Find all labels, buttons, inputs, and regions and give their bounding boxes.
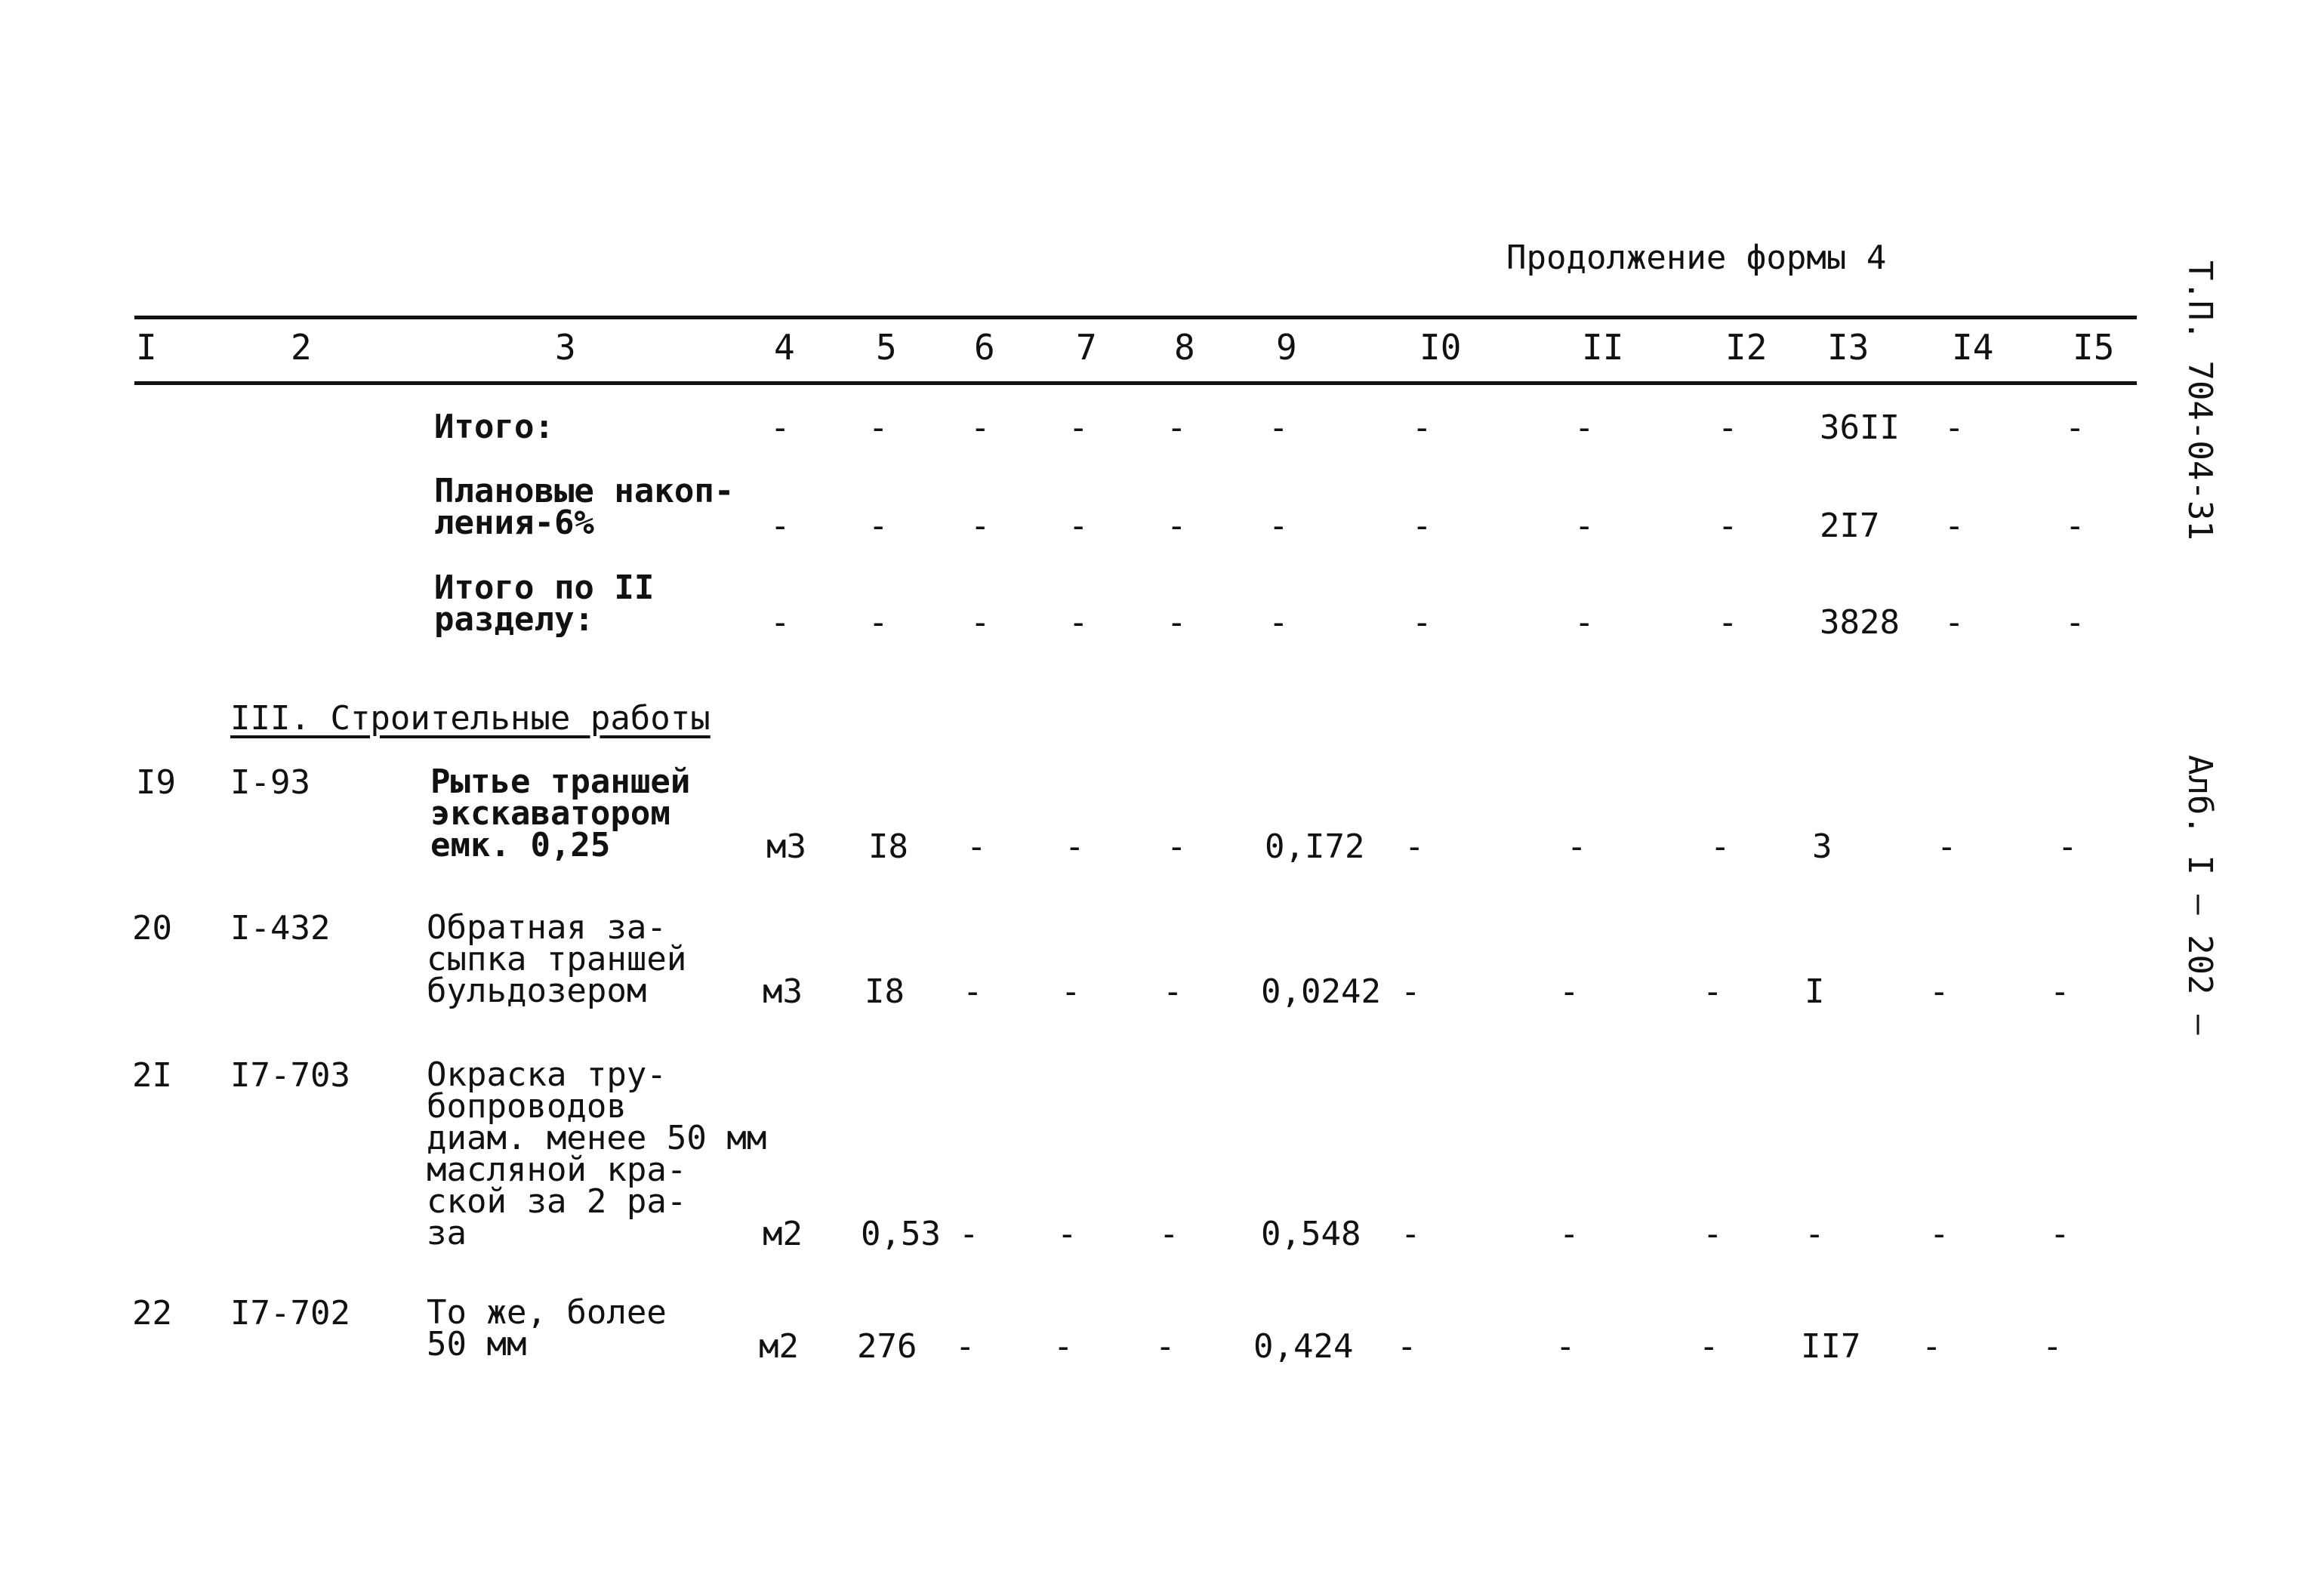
cell-value: 0,424 (1253, 1327, 1354, 1366)
cell-value: - (1401, 1215, 1421, 1253)
cell-value: - (1401, 972, 1421, 1011)
cell-value: - (1699, 1327, 1719, 1366)
row-description: То же, более 50 мм (427, 1293, 667, 1363)
cell-value: - (1944, 408, 1965, 447)
row-code: I-432 (230, 909, 331, 947)
cell-value: 3 (1812, 827, 1833, 866)
cell-value: - (1574, 507, 1595, 545)
cell-value: 0,53 (861, 1215, 941, 1253)
cell-value: II7 (1801, 1327, 1861, 1366)
cell-value: - (1555, 1327, 1576, 1366)
cell-value: - (1937, 827, 1957, 866)
cell-unit: м2 (763, 1215, 803, 1253)
column-header: 9 (1276, 327, 1297, 368)
cell-value: - (868, 408, 889, 447)
side-album-label: Алб. I (2181, 755, 2219, 875)
cell-value: - (1929, 972, 1950, 1011)
row-code: I-93 (230, 763, 310, 802)
cell-value: - (1053, 1327, 1074, 1366)
cell-value: - (955, 1327, 976, 1366)
summary-label: Итого по II разделу: (434, 568, 655, 639)
cell-value: - (1944, 603, 1965, 642)
cell-value: - (1574, 603, 1595, 642)
cell-value: - (1065, 827, 1085, 866)
cell-value: - (1163, 972, 1183, 1011)
cell-value: 0,548 (1261, 1215, 1361, 1253)
cell-value: - (1159, 1215, 1179, 1253)
cell-unit: м3 (766, 827, 806, 866)
cell-value: - (1718, 507, 1738, 545)
cell-value: - (1068, 507, 1089, 545)
cell-value: - (1268, 507, 1289, 545)
column-header: I4 (1952, 327, 1994, 368)
cell-value: - (966, 827, 987, 866)
column-header: II (1582, 327, 1624, 368)
cell-value: - (1057, 1215, 1077, 1253)
column-header: I5 (2073, 327, 2115, 368)
cell-value: - (770, 408, 791, 447)
cell-value: - (2065, 603, 2085, 642)
column-header: 2 (291, 327, 312, 368)
cell-value: - (1268, 603, 1289, 642)
cell-value: - (868, 603, 889, 642)
cell-value: - (2050, 1215, 2070, 1253)
row-number: 20 (132, 909, 172, 947)
section-title: III. Строительные работы (230, 699, 711, 738)
cell-value: - (2065, 408, 2085, 447)
cell-value: 0,I72 (1265, 827, 1365, 866)
cell-value: I8 (865, 972, 905, 1011)
cell-value: - (2065, 507, 2085, 545)
cell-value: - (2042, 1327, 2063, 1366)
summary-label: Плановые накоп- ления-6% (434, 472, 735, 542)
cell-value: 36II (1820, 408, 1900, 447)
cell-value: - (770, 507, 791, 545)
cell-value: - (770, 603, 791, 642)
row-number: I9 (136, 763, 176, 802)
cell-value: - (970, 603, 991, 642)
table-top-rule (134, 316, 2137, 319)
column-header: 7 (1076, 327, 1097, 368)
cell-value: - (1167, 408, 1187, 447)
cell-value: - (1397, 1327, 1417, 1366)
cell-value: - (1703, 1215, 1723, 1253)
cell-value: I (1805, 972, 1825, 1011)
cell-unit: м3 (763, 972, 803, 1011)
row-description: Окраска тру- бопроводов диам. менее 50 мм масляной кра- ской за 2 ра- за (427, 1055, 767, 1252)
cell-value: - (963, 972, 983, 1011)
cell-value: - (1574, 408, 1595, 447)
column-header: 3 (555, 327, 576, 368)
cell-value: - (1167, 507, 1187, 545)
cell-value: 0,0242 (1261, 972, 1381, 1011)
cell-value: - (2058, 827, 2078, 866)
row-code: I7-703 (230, 1056, 350, 1095)
form-caption: Продолжение формы 4 (1506, 239, 1887, 277)
row-description: Рытье траншей экскаватором емк. 0,25 (430, 763, 691, 864)
cell-value: - (1268, 408, 1289, 447)
column-header: 4 (774, 327, 795, 368)
cell-value: - (1559, 1215, 1580, 1253)
cell-value: - (868, 507, 889, 545)
column-header: I0 (1419, 327, 1462, 368)
column-header: I3 (1827, 327, 1870, 368)
summary-label: Итого: (434, 408, 554, 446)
cell-value: - (1718, 408, 1738, 447)
column-header: 6 (974, 327, 995, 368)
cell-value: - (1412, 603, 1432, 642)
cell-unit: м2 (759, 1327, 799, 1366)
column-header: I (136, 327, 157, 368)
row-description: Обратная за- сыпка траншей бульдозером (427, 908, 687, 1010)
cell-value: 2I7 (1820, 507, 1880, 545)
cell-value: - (1559, 972, 1580, 1011)
cell-value: - (1929, 1215, 1950, 1253)
cell-value: - (1412, 507, 1432, 545)
cell-value: - (1404, 827, 1425, 866)
cell-value: I8 (868, 827, 908, 866)
cell-value: - (1710, 827, 1731, 866)
cell-value: 3828 (1820, 603, 1900, 642)
column-header: I2 (1725, 327, 1768, 368)
column-header: 5 (876, 327, 897, 368)
cell-value: - (1068, 408, 1089, 447)
cell-value: - (970, 507, 991, 545)
column-header: 8 (1174, 327, 1195, 368)
cell-value: - (1167, 603, 1187, 642)
cell-value: - (1703, 972, 1723, 1011)
cell-value: - (1155, 1327, 1176, 1366)
side-page-number: — 202 — (2181, 895, 2219, 1035)
cell-value: - (1567, 827, 1587, 866)
cell-value: - (1805, 1215, 1825, 1253)
cell-value: 276 (857, 1327, 917, 1366)
cell-value: - (2050, 972, 2070, 1011)
row-number: 2I (132, 1056, 172, 1095)
row-number: 22 (132, 1294, 172, 1333)
cell-value: - (1944, 507, 1965, 545)
cell-value: - (1412, 408, 1432, 447)
cell-value: - (1061, 972, 1081, 1011)
table-header-rule (134, 381, 2137, 385)
cell-value: - (959, 1215, 979, 1253)
cell-value: - (970, 408, 991, 447)
cell-value: - (1922, 1327, 1942, 1366)
side-document-code: Т.П. 704-04-31 (2181, 260, 2219, 541)
cell-value: - (1718, 603, 1738, 642)
cell-value: - (1068, 603, 1089, 642)
row-code: I7-702 (230, 1294, 350, 1333)
cell-value: - (1167, 827, 1187, 866)
